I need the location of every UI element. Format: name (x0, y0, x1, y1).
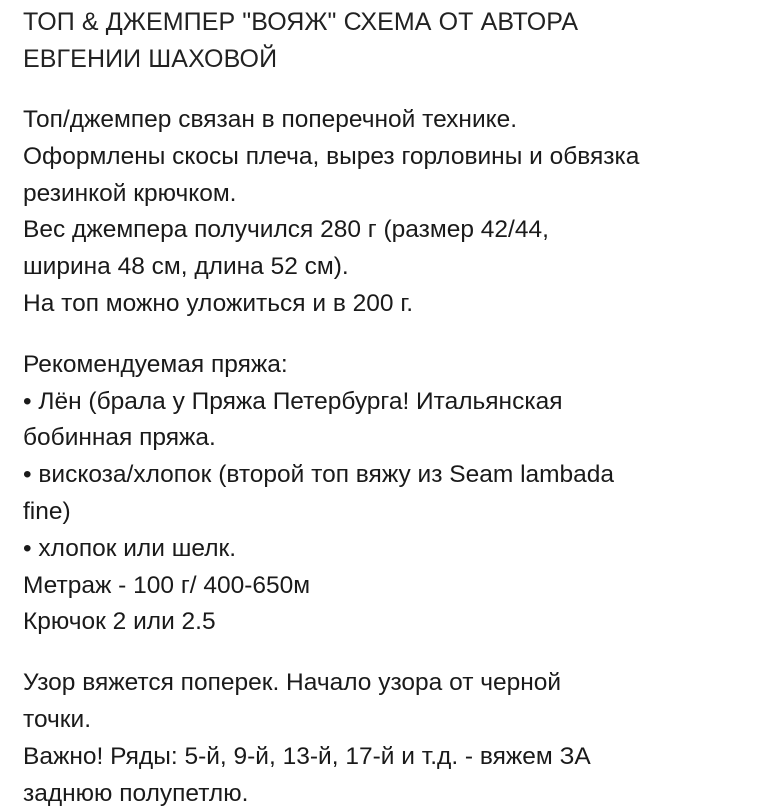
text-line: Узор вяжется поперек. Начало узора от черной (23, 669, 562, 697)
text-line: На топ можно уложиться и в 200 г. (23, 289, 414, 317)
text-line: Крючок 2 или 2.5 (23, 608, 216, 636)
text-line: резинкой крючком. (23, 179, 237, 207)
text-line: точки. (23, 705, 92, 733)
text-line: ширина 48 см, длина 52 см). (23, 253, 349, 281)
text-line: Рекомендуемая пряжа: (23, 350, 288, 378)
text-line: заднюю полупетлю. (23, 779, 249, 807)
paragraph-pattern (23, 665, 763, 812)
list-item: • вискоза/хлопок (второй топ вяжу из Seam lambada (23, 461, 615, 489)
text-line: Вес джемпера получился 280 г (размер 42/44, (23, 216, 549, 244)
post-title-line: ЕВГЕНИИ ШАХОВОЙ (23, 45, 278, 73)
text-line: fine) (23, 497, 71, 525)
paragraph-description (23, 102, 763, 323)
text-line: Оформлены скосы плеча, вырез горловины и обвязка (23, 142, 640, 170)
post-title-line: ТОП & ДЖЕМПЕР "ВОЯЖ" СХЕМА ОТ АВТОРА (23, 8, 579, 36)
text-line: Важно! Ряды: 5-й, 9-й, 13-й, 17-й и т.д. - вяжем ЗА (23, 742, 591, 770)
list-item: • хлопок или шелк. (23, 534, 237, 562)
text-line: Метраж - 100 г/ 400-650м (23, 571, 311, 599)
paragraph-yarn (23, 347, 763, 641)
text-line: бобинная пряжа. (23, 424, 216, 452)
list-item: • Лён (брала у Пряжа Петербурга! Итальянская (23, 387, 563, 415)
text-line: Топ/джемпер связан в поперечной технике. (23, 106, 518, 133)
post-title (23, 0, 763, 78)
